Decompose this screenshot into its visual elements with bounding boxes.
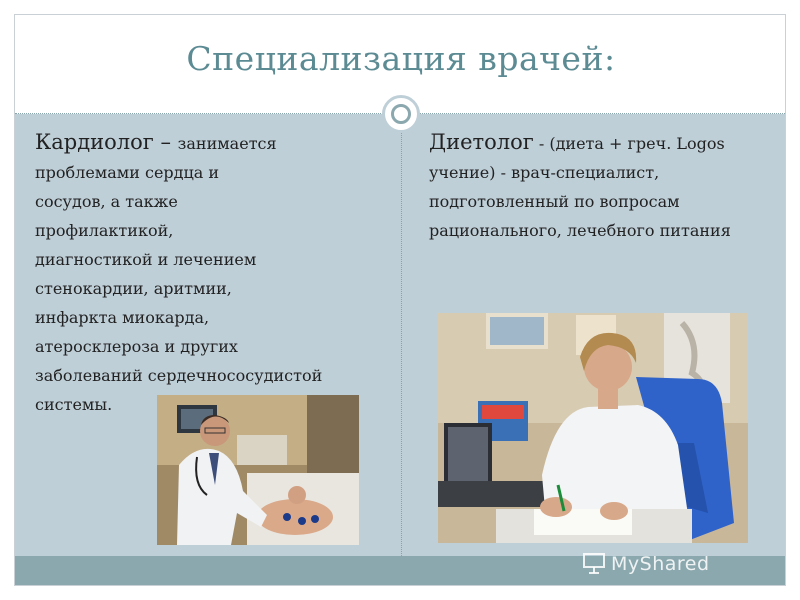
circle-ornament <box>382 95 420 133</box>
slide <box>14 14 786 586</box>
cardiologist-line-1: занимается <box>177 134 277 153</box>
cardiologist-photo <box>157 395 359 545</box>
cardiologist-line-3: сосудов, а также <box>35 192 178 211</box>
watermark-text: MyShared <box>611 553 710 575</box>
cardiologist-line-4: профилактикой, <box>35 221 174 240</box>
cardiologist-line-8: атеросклероза и других <box>35 337 238 356</box>
cardiologist-line-7: инфаркта миокарда, <box>35 308 210 327</box>
column-divider <box>401 114 402 556</box>
dietitian-photo-illustration <box>438 313 748 543</box>
cardiologist-line-6: стенокардии, аритмии, <box>35 279 232 298</box>
dietitian-line-3: подготовленный по вопросам <box>429 192 680 211</box>
dietitian-line-1: (диета + греч. Logos <box>549 134 725 153</box>
cardiologist-dash: – <box>153 130 178 154</box>
circle-ornament-inner <box>391 104 411 124</box>
dietitian-line-2: учение) - врач-специалист, <box>429 163 660 182</box>
dietitian-term: Диетолог <box>429 130 534 154</box>
cardiologist-line-9: заболеваний сердечнососудистой <box>35 366 323 385</box>
cardiologist-term: Кардиолог <box>35 130 154 154</box>
cardiologist-line-10: системы. <box>35 395 113 414</box>
dietitian-line-4: рационального, лечебного питания <box>429 221 731 240</box>
cardiologist-photo-illustration <box>157 395 359 545</box>
content-area <box>15 114 786 556</box>
cardiologist-line-2: проблемами сердца и <box>35 163 220 182</box>
presentation-icon <box>581 551 607 575</box>
watermark <box>611 553 710 575</box>
dietitian-dash: - <box>533 134 550 153</box>
dietitian-text <box>429 128 779 245</box>
cardiologist-text <box>35 128 375 419</box>
cardiologist-line-5: диагностикой и лечением <box>35 250 257 269</box>
slide-title: Специализация врачей: <box>186 39 616 78</box>
dietitian-photo <box>438 313 748 543</box>
